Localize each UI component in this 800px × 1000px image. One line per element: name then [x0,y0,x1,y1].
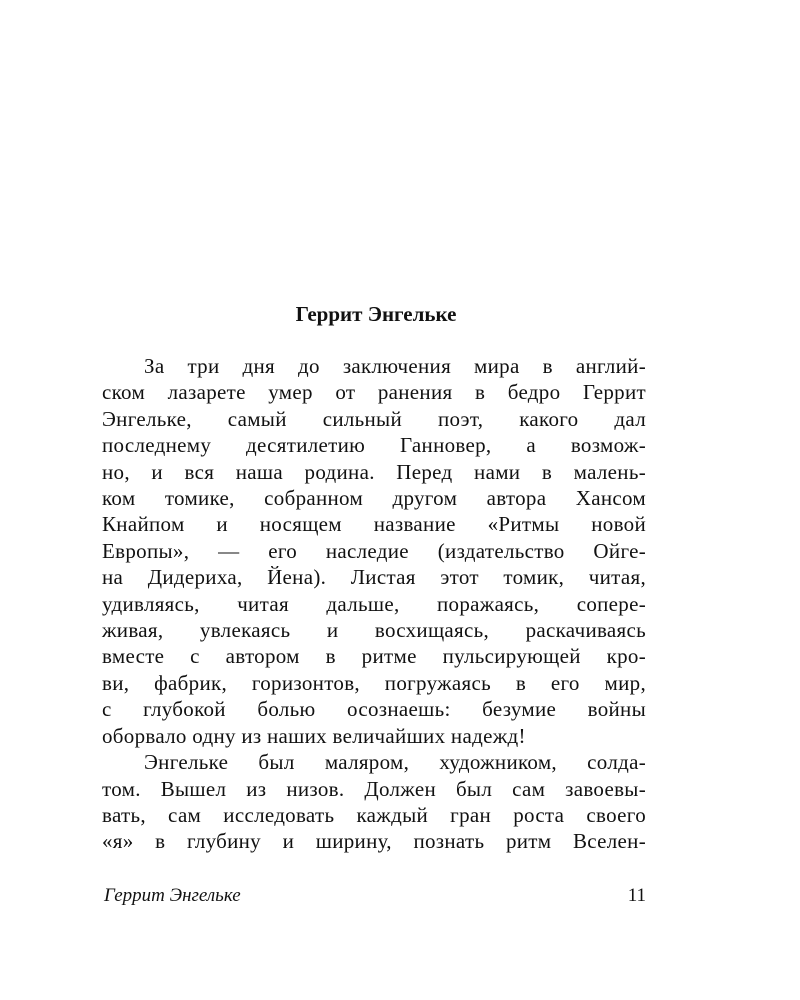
text-line: За три дня до заключения мира в англий- [144,354,646,378]
text-line: Европы», — его наследие (издательство Ойге- [102,538,646,563]
text-line: последнему десятилетию Ганновер, а возмож- [102,433,646,458]
text-line: с глубокой болью осознаешь: безумие войны [102,697,646,722]
text-line: живая, увлекаясь и восхищаясь, раскачиваясь [102,618,646,643]
text-line: оборвало одну из наших величайших надежд! [102,723,526,748]
text-line: вместе с автором в ритме пульсирующей кро- [102,644,646,669]
text-line: но, и вся наша родина. Перед нами в малень- [102,459,646,484]
text-line: удивляясь, читая дальше, поражаясь, сопере- [102,591,646,616]
text-line: Энгельке, самый сильный поэт, какого дал [102,406,646,431]
text-line: на Дидериха, Йена). Листая этот томик, читая, [102,565,646,590]
page-number: 11 [627,885,646,906]
running-footer-title: Геррит Энгельке [104,885,241,906]
text-line: вать, сам исследовать каждый гран роста своего [102,802,646,827]
chapter-title: Геррит Энгельке [295,302,457,326]
text-line: ви, фабрик, горизонтов, погружаясь в его мир, [102,670,646,695]
text-line: Энгельке был маляром, художником, солда- [144,750,646,775]
text-line: Кнайпом и носящем название «Ритмы новой [102,512,646,537]
body-text [102,353,646,855]
text-line: ском лазарете умер от ранения в бедро Геррит [102,380,646,405]
text-line: «я» в глубину и ширину, познать ритм Вселен- [102,829,646,854]
text-line: том. Вышел из низов. Должен был сам завоевы- [102,776,646,801]
text-line: ком томике, собранном другом автора Хансом [102,486,646,511]
